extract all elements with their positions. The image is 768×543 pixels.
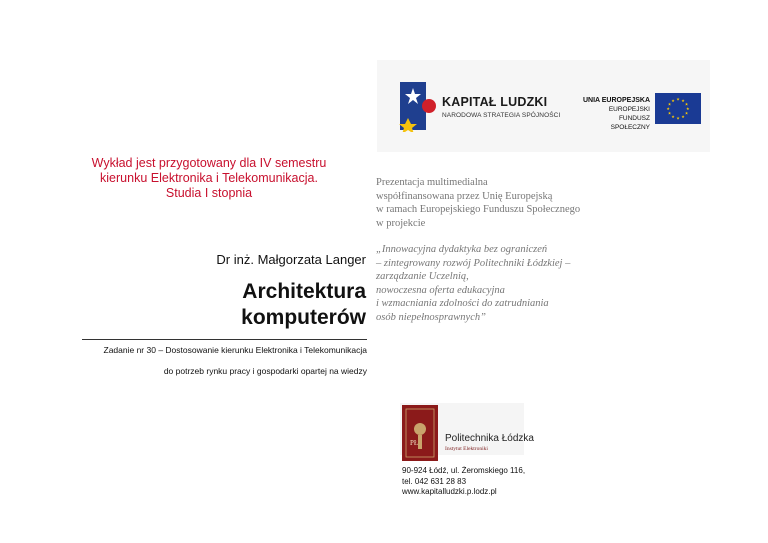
eu-label-line: UNIA EUROPEJSKA [582, 97, 650, 104]
project-name [376, 243, 666, 324]
course-title-line: komputerów [241, 306, 366, 329]
project-line: „Innowacyjna dydaktyka bez ograniczeń [376, 244, 548, 255]
svg-text:★: ★ [666, 106, 670, 111]
lecture-info-line: Wykład jest przygotowany dla IV semestru [91, 156, 327, 170]
kapital-ludzki-logo-icon [398, 80, 444, 132]
svg-text:★: ★ [676, 115, 680, 121]
address-line: tel. 042 631 28 83 [402, 476, 467, 486]
eu-fund-label [578, 96, 650, 132]
task-description-continued: do potrzeb rynku pracy i gospodarki opartej na wiedzy [163, 366, 367, 376]
university-emblem-icon [402, 405, 438, 461]
eu-flag-icon [655, 93, 701, 124]
eu-label-line: FUNDUSZ SPOŁECZNY [610, 115, 650, 131]
university-department: Instytut Elektroniki [445, 446, 488, 452]
svg-text:★: ★ [681, 97, 685, 103]
lecture-info-line: kierunku Elektronika i Telekomunikacja. [100, 171, 318, 185]
svg-text:★: ★ [671, 97, 675, 103]
task-description: Zadanie nr 30 – Dostosowanie kierunku Elektronika i Telekomunikacja [103, 345, 367, 355]
svg-text:★: ★ [676, 96, 680, 102]
kapital-ludzki-title: KAPITAŁ LUDZKI [442, 95, 548, 109]
project-line: zarządzanie Uczelnią, [376, 271, 469, 282]
divider [82, 339, 367, 340]
kapital-ludzki-subtitle: NARODOWA STRATEGIA SPÓJNOŚCI [442, 112, 561, 119]
project-line: – zintegrowany rozwój Politechniki Łódzkiej – [376, 257, 571, 269]
university-emblem-text: PŁ [410, 439, 419, 447]
lecture-info [78, 156, 340, 201]
project-line: osób niepełnosprawnych” [376, 311, 486, 323]
svg-text:★: ★ [671, 114, 675, 119]
eu-label-line: EUROPEJSKI [608, 106, 650, 113]
svg-text:★: ★ [667, 110, 672, 116]
course-title [190, 279, 366, 331]
cofinancing-note [376, 176, 666, 230]
cofinancing-line: w projekcie [376, 217, 426, 229]
svg-text:★: ★ [686, 106, 690, 111]
contact-address [402, 466, 525, 498]
author-name: Dr inż. Małgorzata Langer [216, 252, 366, 267]
cofinancing-line: współfinansowana przez Unię Europejską [376, 190, 553, 202]
svg-text:★: ★ [681, 114, 685, 119]
cofinancing-line: Prezentacja multimedialna [376, 177, 488, 188]
address-line: 90-924 Łódź, ul. Żeromskiego 116, [402, 466, 526, 475]
cofinancing-line: w ramach Europejskiego Funduszu Społecznego [376, 204, 581, 215]
project-line: i wzmacniania zdolności do zatrudniania [376, 298, 549, 309]
svg-text:★: ★ [667, 101, 672, 107]
project-line: nowoczesna oferta edukacyjna [376, 284, 505, 296]
website-link[interactable]: www.kapitalludzki.p.lodz.pl [402, 487, 497, 496]
svg-text:★: ★ [684, 110, 689, 116]
svg-text:★: ★ [684, 101, 689, 107]
course-title-line: Architektura [242, 280, 366, 303]
university-name: Politechnika Łódzka [445, 433, 534, 444]
lecture-info-line: Studia I stopnia [165, 186, 253, 200]
